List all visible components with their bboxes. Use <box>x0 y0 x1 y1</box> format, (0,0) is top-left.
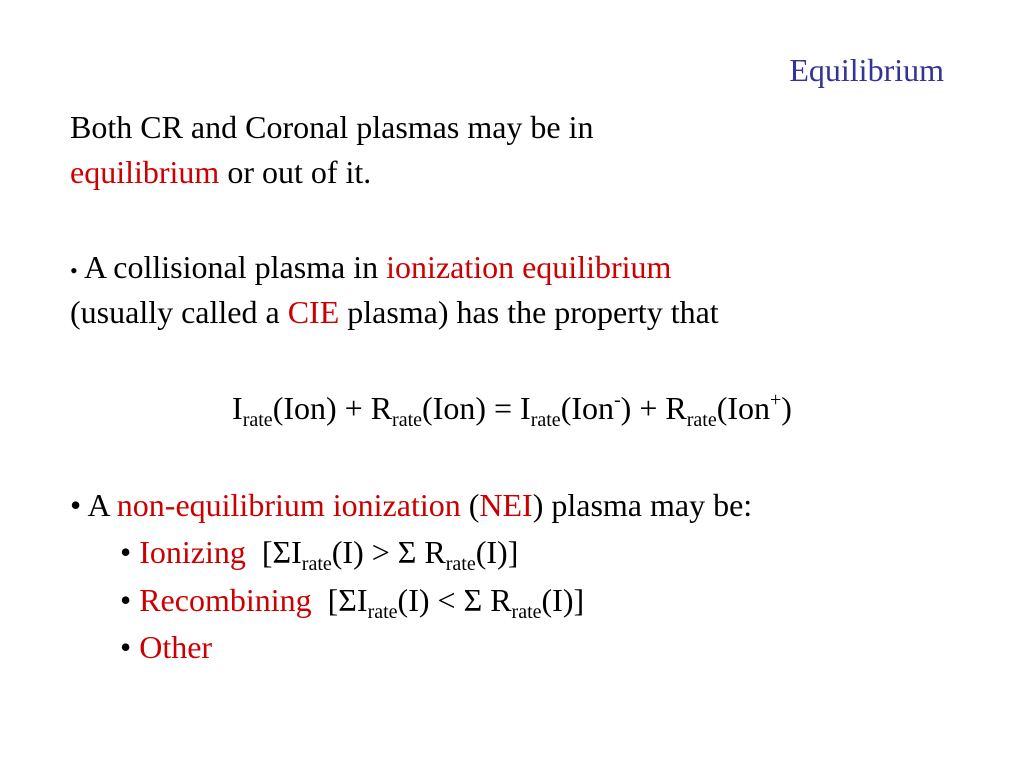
list-item-ionizing: • Ionizing [$\Sigma I_{rate}(I) > \Sigma$ $R_{rate}(I)$] <box>120 534 519 575</box>
cie-line-1 <box>70 247 671 291</box>
cie-text-c: plasma) has the property that <box>339 294 719 330</box>
recombining-label: Recombining <box>139 582 312 618</box>
cie-highlight: CIE <box>287 294 340 330</box>
ionization-equilibrium-highlight: ionization equilibrium <box>386 249 672 285</box>
list-item-recombining: • Recombining [$\Sigma I_{rate}(I) < \Sigma$ $R_{rate}(I)$] <box>120 582 585 623</box>
bullet-icon: • <box>70 258 78 283</box>
cie-text-a: A collisional plasma in <box>77 249 387 285</box>
nei-text-rest: ) plasma may be: <box>532 487 753 523</box>
nei-text-a: • A <box>70 487 117 523</box>
cie-line-2 <box>70 292 719 332</box>
intro-line-2 <box>70 152 371 192</box>
nei-highlight: NEI <box>479 487 533 523</box>
ionizing-label: Ionizing <box>139 534 246 570</box>
rate-equation: $I_{rate}(Ion) + R_{rate}(Ion) = I_{rate}(Ion^-) + R_{rate}(Ion^+)$ <box>232 389 792 431</box>
nei-line: • A non-equilibrium ionization (NEI) plasma may be: <box>70 487 753 523</box>
equilibrium-highlight: equilibrium <box>70 154 220 190</box>
intro-text: Both CR and Coronal plasmas may be in <box>70 109 594 145</box>
intro-line-1 <box>70 107 594 147</box>
non-equilibrium-ionization-highlight: non-equilibrium ionization <box>116 487 461 523</box>
list-item-other: • Other <box>120 629 213 665</box>
other-label: Other <box>139 629 213 665</box>
slide-title: Equilibrium <box>789 52 944 88</box>
cie-text-b: (usually called a <box>70 294 288 330</box>
intro-text-rest: or out of it. <box>219 154 372 190</box>
